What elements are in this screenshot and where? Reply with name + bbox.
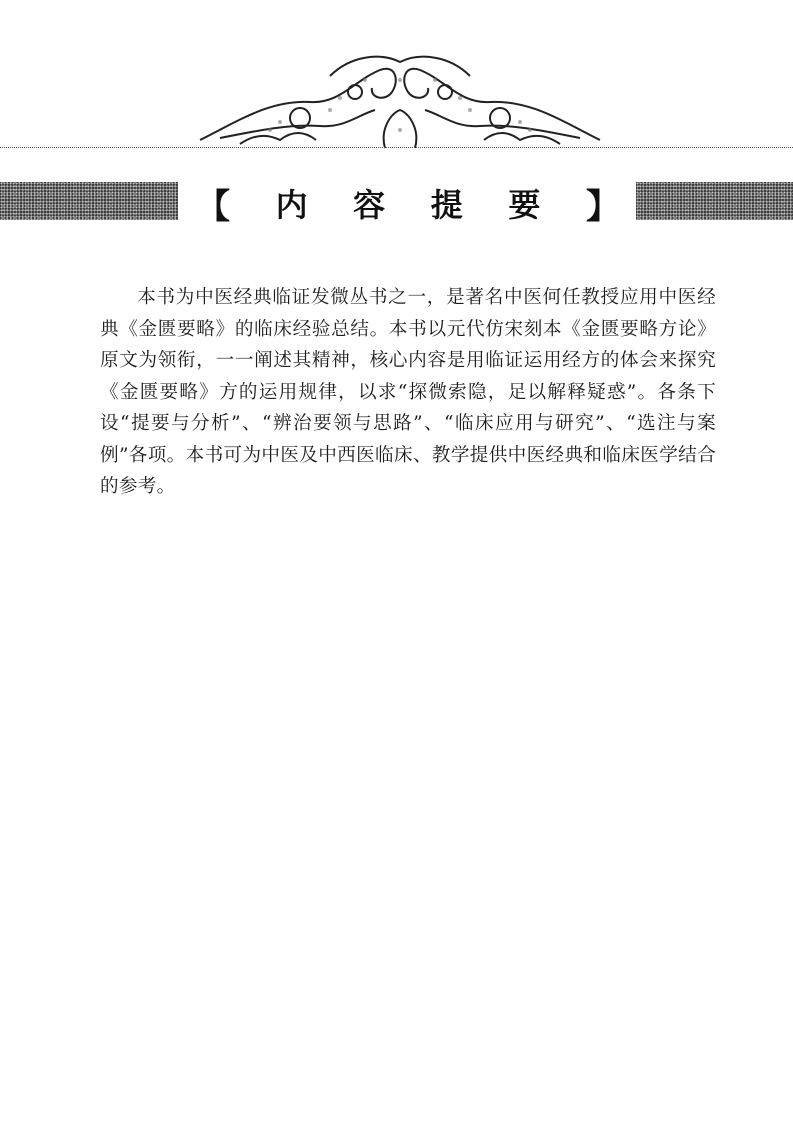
title-open-bracket: 【 — [196, 186, 230, 227]
title-band-left-pattern — [0, 182, 178, 220]
section-title-band — [0, 178, 793, 228]
title-char-1: 内 — [275, 186, 308, 224]
title-char-4: 要 — [508, 186, 541, 224]
title-band-right-pattern — [636, 182, 793, 220]
header-divider — [0, 147, 793, 148]
title-close-bracket: 】 — [585, 186, 620, 227]
title-char-3: 提 — [430, 186, 463, 224]
summary-paragraph: 本书为中医经典临证发微丛书之一，是著名中医何任教授应用中医经典《金匮要略》的临床经验总结。本书以元代仿宋刻本《金匮要略方论》原文为领衔，一一阐述其精神，核心内容是用临证运用经方的体会来探究《金匮要略》方的运用规律，以求“探微索隐，足以解释疑惑”。各条下设“提要与分析”、“辨治要领与思路”、“临床应用与研究”、“选注与案例”各项。本书可为中医及中西医临床、教学提供中医经典和临床医学结合的参考。 — [100, 287, 716, 497]
section-title — [196, 178, 620, 228]
decorative-header-ornament — [180, 40, 620, 152]
title-char-2: 容 — [353, 186, 386, 224]
